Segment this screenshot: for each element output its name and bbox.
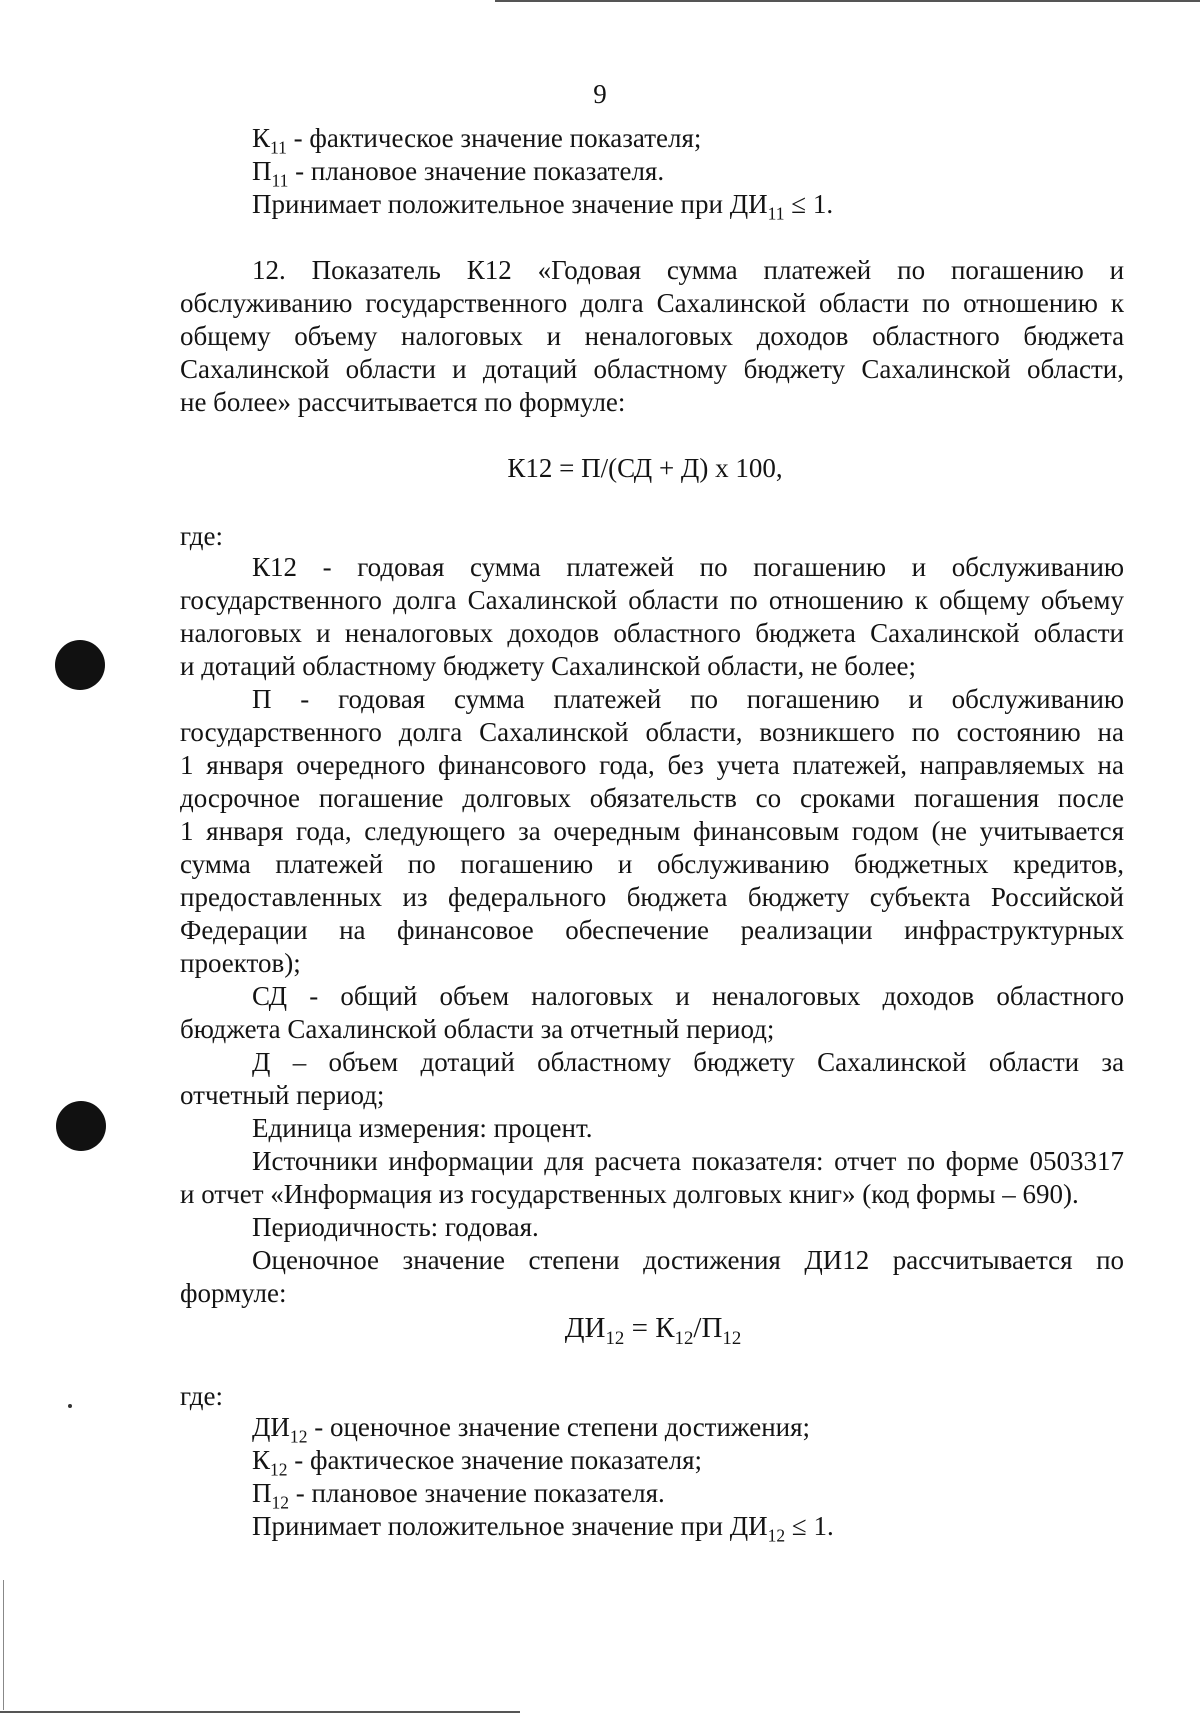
para12-line2: обслуживанию государственного долга Сахалинской области по отношению к (180, 288, 1124, 318)
para12-line1 (252, 254, 1124, 286)
word: и (1109, 255, 1125, 285)
unit-line: Единица измерения: процент. (252, 1113, 593, 1143)
scan-edge-line (3, 1580, 4, 1710)
def-d-line2: отчетный период; (180, 1080, 385, 1110)
formula-part: = К (624, 1312, 675, 1344)
word: доходов (756, 321, 849, 351)
word: П (252, 684, 272, 714)
word: погашению (950, 255, 1084, 285)
word: по (897, 255, 926, 285)
condition-text: ≤ 1. (784, 189, 834, 219)
subscript: 12 (271, 1492, 290, 1513)
word: бюджету (693, 1047, 795, 1077)
formula-di12 (0, 1311, 1200, 1349)
word: налоговых (401, 321, 523, 351)
def-k11 (252, 122, 702, 158)
word: инфраструктурных (904, 915, 1125, 945)
subscript: 12 (674, 1327, 694, 1349)
word: рассчитывается (892, 1245, 1073, 1275)
def-k12-line2: государственного долга Сахалинской области по отношению к общему объему (180, 585, 1124, 615)
word: годовая (338, 684, 426, 714)
para12-line3 (180, 320, 1124, 352)
formula-part: ДИ (564, 1312, 606, 1344)
word: погашению (753, 552, 887, 582)
word: значение (402, 1245, 505, 1275)
symbol: К (252, 1445, 271, 1475)
definition-text: - плановое значение показателя. (288, 156, 665, 186)
word: достижения (643, 1245, 781, 1275)
subscript: 11 (767, 203, 785, 224)
word: общий (340, 981, 418, 1011)
word: областного (872, 321, 1000, 351)
def-p-line2: государственного долга Сахалинской области, возникшего по состоянию на (180, 717, 1124, 747)
where-label: где: (180, 1381, 223, 1411)
word: на (339, 915, 366, 945)
subscript: 12 (289, 1426, 308, 1447)
estimate-line1 (252, 1244, 1124, 1276)
word: ДИ12 (804, 1245, 870, 1275)
word: степени (528, 1245, 620, 1275)
formula-part: /П (693, 1312, 723, 1344)
subscript: 12 (722, 1327, 742, 1349)
word: сумма (666, 255, 738, 285)
periodicity-line: Периодичность: годовая. (252, 1212, 539, 1242)
word: объем (439, 981, 510, 1011)
formula-k12: К12 = П/(СД + Д) х 100, (507, 453, 783, 483)
def-p-line8 (180, 914, 1124, 946)
word: - (300, 684, 310, 714)
definition-text: - фактическое значение показателя; (286, 123, 702, 153)
word: дотаций (420, 1047, 515, 1077)
word: и (911, 552, 927, 582)
word: доходов (882, 981, 975, 1011)
def-p-line6: сумма платежей по погашению и обслуживанию бюджетных кредитов, (180, 849, 1124, 879)
word: областного (996, 981, 1125, 1011)
subscript: 11 (270, 137, 287, 158)
scan-edge-line (495, 0, 1200, 2)
word: по (1096, 1245, 1125, 1275)
def-sd-line1 (252, 980, 1124, 1012)
def-sd-line2: бюджета Сахалинской области за отчетный период; (180, 1014, 775, 1044)
condition-text: Принимает положительное значение при ДИ (252, 189, 768, 219)
def-k12-bottom (252, 1444, 703, 1480)
word: Федерации (180, 915, 308, 945)
para12-line4: Сахалинской области и дотаций областному бюджету Сахалинской области, (180, 354, 1124, 384)
word: объему (294, 321, 378, 351)
word: - (309, 981, 319, 1011)
word: области (988, 1047, 1080, 1077)
symbol: П (252, 156, 272, 186)
condition-text: Принимает положительное значение при ДИ (252, 1511, 768, 1541)
subscript: 11 (271, 170, 289, 191)
word: обеспечение (565, 915, 710, 945)
word: бюджета (1023, 321, 1125, 351)
word: Показатель (311, 255, 441, 285)
definition-text: - оценочное значение степени достижения; (307, 1412, 811, 1442)
word: СД (252, 981, 288, 1011)
word: за (1101, 1047, 1125, 1077)
def-d-line1 (252, 1046, 1124, 1078)
condition-text: ≤ 1. (785, 1511, 834, 1541)
scan-edge-line (0, 1711, 520, 1713)
def-p-line3: 1 января очередного финансового года, без учета платежей, направляемых на (180, 750, 1124, 780)
word: и (908, 684, 923, 714)
sources-line2: и отчет «Информация из государственных долговых книг» (код формы – 690). (180, 1179, 1079, 1209)
word: Оценочное (252, 1245, 380, 1275)
def-p11 (252, 155, 665, 191)
def-k12-line1 (252, 551, 1124, 583)
word: 12. (252, 255, 286, 285)
word: сумма (454, 684, 525, 714)
word: - (322, 552, 332, 582)
def-di12 (252, 1411, 811, 1447)
def-p-line9: проектов); (180, 948, 301, 978)
word: «Годовая (537, 255, 642, 285)
definition-text: - фактическое значение показателя; (287, 1445, 703, 1475)
word: обслуживанию (951, 552, 1125, 582)
def-k12-line4: и дотаций областному бюджету Сахалинской области, не более; (180, 651, 917, 681)
word: по (690, 684, 719, 714)
word: платежей (566, 552, 675, 582)
positive-condition-12 (252, 1510, 834, 1546)
word: налоговых (531, 981, 654, 1011)
word: объем (328, 1047, 399, 1077)
word: по (699, 552, 728, 582)
word: общему (180, 321, 271, 351)
symbol: ДИ (252, 1412, 290, 1442)
word: платежей (553, 684, 662, 714)
word: неналоговых (711, 981, 861, 1011)
subscript: 12 (605, 1327, 625, 1349)
page-number: 9 (593, 79, 607, 109)
positive-condition-11 (252, 188, 834, 224)
binder-hole (56, 1101, 106, 1151)
word: обслуживанию (951, 684, 1125, 714)
word: областному (537, 1047, 671, 1077)
estimate-line2: формуле: (180, 1278, 287, 1308)
word: и (546, 321, 562, 351)
word: годовая (357, 552, 445, 582)
word: – (292, 1047, 307, 1077)
def-p-line1 (252, 683, 1124, 715)
binder-hole (55, 640, 105, 690)
word: платежей (763, 255, 872, 285)
def-p-line5: 1 января года, следующего за очередным финансовым годом (не учитывается (180, 816, 1124, 846)
where-label: где: (180, 521, 223, 551)
word: реализации (740, 915, 873, 945)
definition-text: - плановое значение показателя. (289, 1478, 665, 1508)
symbol: П (252, 1478, 272, 1508)
symbol: К (252, 123, 271, 153)
def-p-line7: предоставленных из федерального бюджета бюджету субъекта Российской (180, 882, 1124, 912)
subscript: 12 (767, 1525, 786, 1546)
sources-line1: Источники информации для расчета показателя: отчет по форме 0503317 (252, 1146, 1124, 1176)
word: и (675, 981, 690, 1011)
def-p12 (252, 1477, 665, 1513)
para12-line5: не более» рассчитывается по формуле: (180, 387, 626, 417)
word: погашению (746, 684, 880, 714)
word: Д (252, 1047, 271, 1077)
word: неналоговых (584, 321, 734, 351)
scan-speck (68, 1404, 72, 1408)
word: сумма (469, 552, 541, 582)
word: К12 (466, 255, 512, 285)
word: Сахалинской (817, 1047, 967, 1077)
word: финансовое (397, 915, 534, 945)
word: К12 (252, 552, 298, 582)
def-k12-line3: налоговых и неналоговых доходов областного бюджета Сахалинской области (180, 618, 1124, 648)
subscript: 12 (270, 1459, 288, 1480)
def-p-line4: досрочное погашение долговых обязательств со сроками погашения после (180, 783, 1124, 813)
